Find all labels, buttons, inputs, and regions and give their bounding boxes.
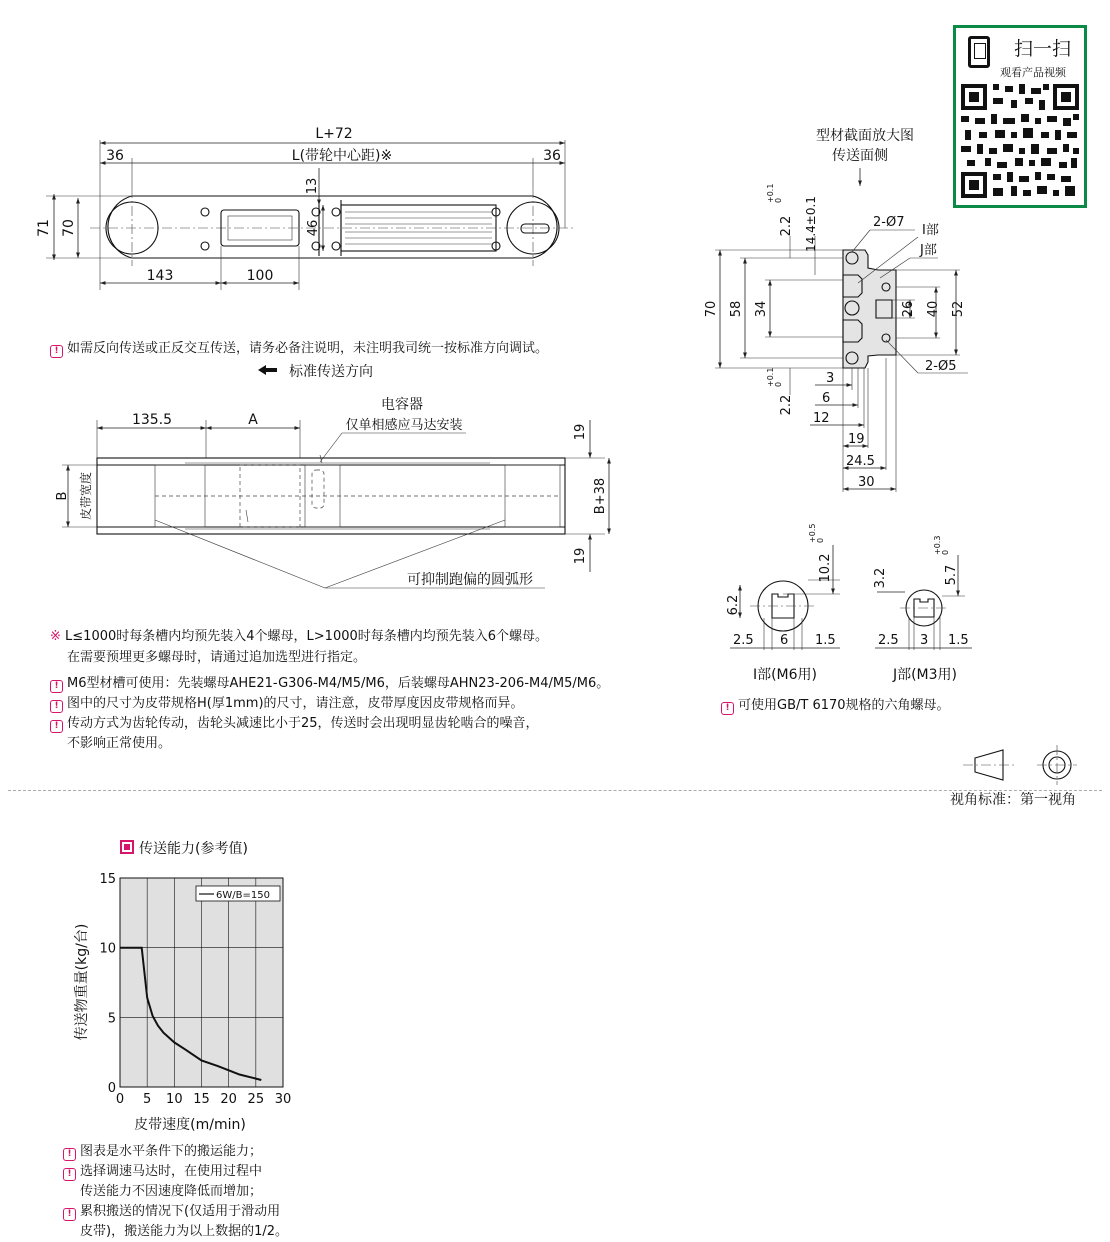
note-m6-slot: ! M6型材槽可使用：先装螺母AHE21-G306-M4/M5/M6，后装螺母AHN23-206-M4/M5/M6。 [50,674,609,693]
warning-icon: ! [63,1168,76,1181]
dim-i-6-2: 6.2 [726,594,741,616]
qr-subtitle: 观看产品视频 [1000,66,1066,79]
profile-shape [843,250,896,368]
detail-i [726,524,840,683]
dim-sec-3: 3 [826,371,835,386]
dim-j-5-7: 5.7 [944,564,959,586]
dim-19-bottom: 19 [573,547,588,565]
note-gear: ! 传动方式为齿轮传动，齿轮头减速比小于25，传送时会出现明显齿轮啮合的噪音， [50,714,539,733]
tol-2-2b-dn: 0 [774,381,783,387]
chart-xtick-label: 25 [247,1092,265,1107]
qr-title: 扫一扫 [1014,38,1072,60]
dim-sec-40: 40 [926,300,941,318]
dim-j-2-5: 2.5 [878,633,899,648]
warning-icon: ! [50,720,63,733]
first-angle-projection-icon [963,745,1077,785]
tol-j-dn: 0 [941,549,950,555]
dim-j-3: 3 [920,633,929,648]
direction-label: 标准传送方向 [289,364,373,380]
dim-sec-58: 58 [729,300,744,318]
dim-i-6: 6 [780,633,789,648]
note-marker: ※ [50,629,61,644]
chart-ytick-label: 10 [99,941,116,957]
detail-j [873,536,972,683]
profile-section [704,127,968,492]
arc-note: 可抑制跑偏的圆弧形 [407,572,533,588]
chart-xlabel: 皮带速度(m/min) [134,1117,246,1133]
tol-2-2a-up: +0.1 [766,183,775,203]
warning-icon: ! [721,702,734,715]
dim-sec-30: 30 [858,475,875,490]
note-nuts-1: ※ L≤1000时每条槽内均预先装入4个螺母，L>1000时每条槽内均预先装入6个螺母。 [50,629,549,644]
dim-sec-2-2b: 2.2 [779,394,794,416]
dim-a: A [248,412,258,428]
dim-b-plus-38: B+38 [593,477,608,515]
dim-sec-2-o7: 2-Ø7 [873,215,905,230]
chart-ytick-label: 5 [107,1011,116,1027]
chart-legend-label: 6W/B=150 [216,890,270,901]
dim-right-end: 36 [543,148,561,164]
dim-sec-70: 70 [704,300,719,318]
dim-19-top: 19 [573,423,588,441]
dim-i-1-5: 1.5 [815,633,836,648]
dim-i-2-5: 2.5 [733,633,754,648]
detail-j-caption: J部(M3用) [892,667,958,683]
direction-arrow [258,363,373,380]
tol-2-2b-up: +0.1 [766,367,775,387]
dim-sec-6: 6 [822,391,831,406]
chart-note-3: 传送能力不因速度降低而增加； [80,1184,263,1199]
section-title-2: 传送面侧 [832,148,888,164]
chart-title: 传送能力(参考值) [120,840,248,859]
chart-ylabel: 传送物重量(kg/台) [74,923,90,1041]
chart-ytick-label: 0 [107,1081,116,1096]
chart-xtick-label: 5 [143,1092,152,1107]
chart-xtick-label: 0 [115,1092,125,1107]
dim-71: 71 [36,219,52,237]
chart-xtick-label: 30 [274,1092,292,1107]
side-view [55,396,609,588]
dim-70: 70 [61,219,77,237]
dim-46: 46 [306,219,321,237]
section-divider [8,790,1102,791]
capacitor-note: 仅单相感应马达安装 [345,418,463,433]
chart-note-1: ! 图表是水平条件下的搬运能力； [63,1142,262,1161]
note-gear-2: 不影响正常使用。 [67,736,172,751]
transport-capacity-chart [73,872,291,1133]
phone-icon [968,36,990,68]
warning-icon: ! [50,345,63,358]
dim-sec-19: 19 [848,432,865,447]
tol-i-dn: 0 [816,537,825,543]
dim-135-5: 135.5 [131,412,173,428]
warning-icon: ! [50,680,63,693]
chart-note-4: ! 累积搬送的情况下(仅适用于滑动用 [63,1202,280,1221]
tol-i-up: +0.5 [808,523,817,543]
view-standard: 视角标准：第一视角 [950,792,1076,808]
dim-13: 13 [305,177,320,195]
qr-code-panel[interactable] [953,25,1087,208]
capacitor-label: 电容器 [381,397,423,413]
dim-sec-24-5: 24.5 [846,454,875,469]
nut-note: ! 可使用GB/T 6170规格的六角螺母。 [721,696,950,715]
direction-note: ! 如需反向传送或正反交互传送，请务必备注说明，未注明我司统一按标准方向调试。 [50,339,548,358]
warning-icon: ! [63,1148,76,1161]
dim-j-1-5: 1.5 [948,633,969,648]
chart-legend [196,886,280,901]
qr-code-icon [959,82,1083,200]
chart-note-2: ! 选择调速马达时，在使用过程中 [63,1162,262,1181]
chart-note-5: 皮带)，搬送能力为以上数据的1/2。 [80,1224,288,1239]
detail-i-caption: I部(M6用) [752,667,818,683]
dim-sec-14-4: 14.4±0.1 [804,196,818,252]
chart-title-marker-icon [120,840,134,854]
dim-i-10-2: 10.2 [818,553,833,583]
top-view [36,126,575,290]
dim-center-distance: L(带轮中心距)※ [291,148,393,164]
warning-icon: ! [63,1208,76,1221]
note-nuts-2: 在需要预埋更多螺母时，请通过追加选型进行指定。 [67,650,367,665]
note-belt-size: ! 图中的尺寸为皮带规格H(厚1mm)的尺寸，请注意，皮带厚度因皮带规格而异。 [50,694,524,713]
label-part-i: I部 [922,223,939,238]
dim-left-end: 36 [106,148,124,164]
tol-2-2a-dn: 0 [774,197,783,203]
tol-j-up: +0.3 [933,535,942,555]
section-title-1: 型材截面放大图 [816,128,914,144]
dim-j-3-2: 3.2 [873,567,888,589]
dim-sec-12: 12 [813,411,830,426]
dim-sec-34: 34 [754,300,769,318]
dim-sec-2-2a: 2.2 [779,215,794,237]
chart-xtick-label: 10 [166,1092,183,1107]
belt-width-label: 皮带宽度 [79,471,93,521]
dim-100: 100 [246,268,274,284]
dim-sec-52: 52 [951,300,966,318]
dim-sec-26: 26 [901,300,916,318]
chart-xtick-label: 20 [220,1092,237,1107]
label-part-j: J部 [920,243,937,258]
warning-icon: ! [50,700,63,713]
dim-b: B [55,491,70,501]
dim-sec-2-o5: 2-Ø5 [925,359,957,374]
dim-overall: L+72 [315,126,353,142]
chart-ytick-label: 15 [99,872,116,887]
chart-xtick-label: 15 [193,1092,210,1107]
dim-143: 143 [146,268,174,284]
